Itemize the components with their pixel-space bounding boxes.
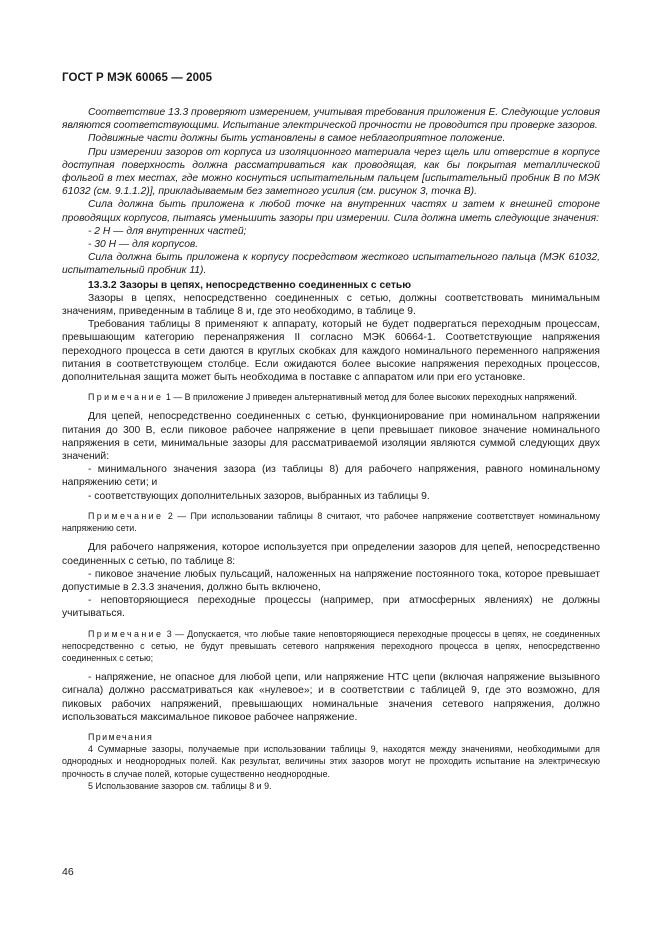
notes-heading xyxy=(62,731,600,743)
paragraph: Требования таблицы 8 применяют к аппарату, который не будет подвергаться переходным процессам, превышающим категорию перенапряжения II согласно МЭК 60664-1. Соответствующие напряжения переходного процесса в сети даются в круглых скобках для каждого номинального переменного напряжения питания в соответствующем столбце. Если ожидаются более высокие напряжения переходных процессов, дополнительная защита может быть необходима в поставке с аппаратом или при его установке. xyxy=(62,319,600,384)
note-label: Примечание xyxy=(88,628,164,639)
page-number: 46 xyxy=(62,866,74,878)
paragraph: Для рабочего напряжения, которое используется при определении зазоров для цепей, непосредственно соединенных с сетью, по таблице 8: xyxy=(62,542,600,567)
section-heading: 13.3.2 Зазоры в цепях, непосредственно соединенных с сетью xyxy=(88,279,411,291)
list-item: - соответствующих дополнительных зазоров, выбранных из таблицы 9. xyxy=(88,490,430,502)
paragraph: Подвижные части должны быть установлены в самое неблагоприятное положение. xyxy=(88,133,506,145)
note-label: Примечание xyxy=(88,510,164,521)
paragraph: Зазоры в цепях, непосредственно соединенных с сетью, должны соответствовать минимальным значениям, приведенным в таблице 8 и, где это необходимо, в таблице 9. xyxy=(62,292,600,318)
list-item: - 30 Н — для корпусов. xyxy=(88,239,199,251)
paragraph: Соответствие 13.3 проверяют измерением, учитывая требования приложения Е. Следующие условия являются соответствующими. Испытание электрической прочности не проводится при проверке зазоров. xyxy=(62,107,600,132)
note xyxy=(62,628,600,665)
paragraph: Сила должна быть приложена к любой точке на внутренних частях и затем к внешней стороне проводящих корпусов, пытаясь уменьшить зазоры при измерении. Сила должна иметь следующие значения: xyxy=(62,199,600,224)
paragraph: Сила должна быть приложена к корпусу посредством жесткого испытательного пальца (МЭК 61032, испытательный пробник 11). xyxy=(62,252,600,277)
list-item: - 2 Н — для внутренних частей; xyxy=(88,225,247,237)
note-text: 5 Использование зазоров см. таблицы 8 и 9. xyxy=(88,780,272,791)
list-item: - минимального значения зазора (из таблицы 8) для рабочего напряжения, равного номинальному напряжению сети; и xyxy=(62,464,600,489)
document-page xyxy=(62,72,600,792)
list-item: - неповторяющиеся переходные процессы (например, при атмосферных явлениях) не должны учитываться. xyxy=(62,595,600,620)
paragraph: Для цепей, непосредственно соединенных с сетью, функционирование при номинальном напряжении питания до 300 В, если пиковое рабочее напряжение в цепи превышает пиковое значение номинального напряжения в сети, минимальные зазоры для рассматриваемой изоляции являются суммой следующих двух значений: xyxy=(62,411,600,463)
notes-label: Примечания xyxy=(88,731,154,742)
note-label: Примечание xyxy=(88,392,164,403)
note xyxy=(62,391,600,403)
note-text: 4 Суммарные зазоры, получаемые при использовании таблицы 9, находятся между значениями, необходимыми для однородных и неоднородных полей. Как результат, величины этих зазоров могут не проходить испытание на электрическую прочность в случае полей, которые существенно неоднородные. xyxy=(62,744,600,779)
note-text: 2 — При использовании таблицы 8 считают, что рабочее напряжение соответствует номинальному напряжению сети. xyxy=(62,510,600,534)
paragraph: При измерении зазоров от корпуса из изоляционного материала через щель или отверстие в корпусе доступная поверхность должна рассматриваться как проводящая, как бы покрытая металлической фольгой в тех местах, где можно коснуться испытательным пальцем [испытательный пробник В по МЭК 61032 (см. 9.1.1.2)], прикладываемым без заметного усилия (см. рисунок 3, точка В). xyxy=(62,146,600,198)
list-item: - пиковое значение любых пульсаций, наложенных на напряжение постоянного тока, которое превышает допустимые в 2.3.3 значения, должно быть включено, xyxy=(62,568,600,593)
standard-header: ГОСТ Р МЭК 60065 — 2005 xyxy=(62,72,213,84)
note xyxy=(62,510,600,534)
list-item: - напряжение, не опасное для любой цепи, или напряжение НТС цепи (включая напряжение вызывного сигнала) должно рассматриваться как «нулевое»; и в соответствии с таблицей 9, где это возможно, для пиковых рабочих напряжений, превышающих номинальные значения сетевого напряжения, должно использоваться максимальное пиковое рабочее напряжение. xyxy=(62,672,600,723)
note-text: 3 — Допускается, что любые такие неповторяющиеся переходные процессы в цепях, не соединенных непосредственно с сетью, не будут превышать сетевого напряжения переходного процесса в цепях, непосредственно соединенных с сетью; xyxy=(62,628,601,663)
note-text: 1 — В приложение J приведен альтернативный метод для более высоких переходных напряжений. xyxy=(165,392,577,403)
